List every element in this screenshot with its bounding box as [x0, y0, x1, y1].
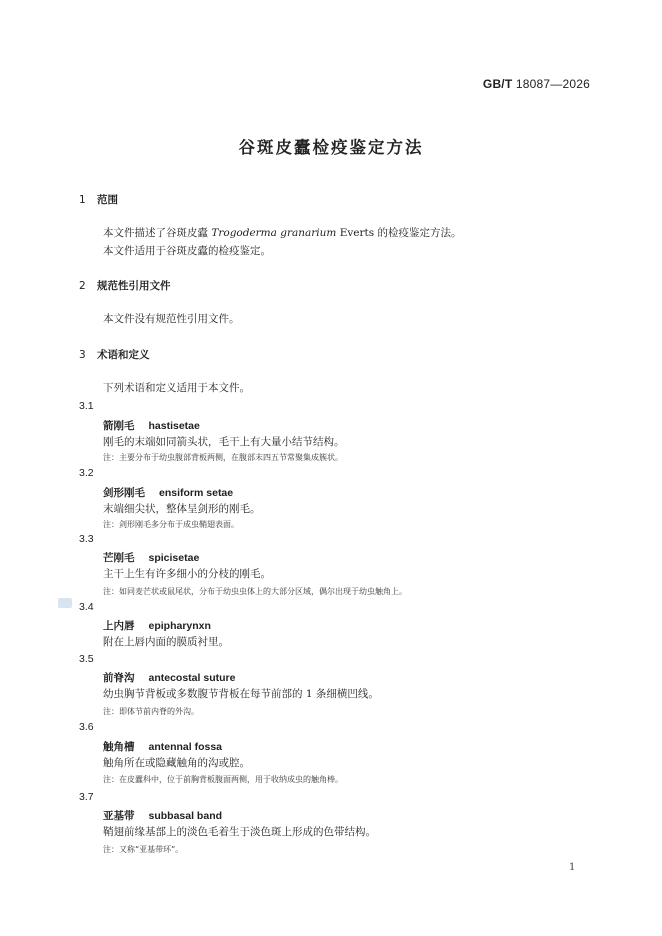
term-zh: 剑形刚毛 — [103, 487, 145, 499]
term-note: 注：在皮蠹科中，位于前胸背板腹面两侧，用于收纳成虫的触角棒。 — [103, 775, 343, 784]
term-zh: 触角槽 — [103, 741, 135, 753]
section-title: 规范性引用文件 — [97, 280, 171, 292]
term-note: 注：剑形刚毛多分布于成虫鞘翅表面。 — [103, 520, 239, 529]
term-heading — [103, 485, 233, 500]
term-number: 3.4 — [79, 601, 94, 613]
term-definition: 主干上生有许多细小的分枝的刚毛。 — [103, 568, 271, 580]
term-heading — [103, 550, 199, 565]
term-en: ensiform setae — [159, 487, 234, 499]
term-heading — [103, 618, 211, 633]
term-zh: 前脊沟 — [103, 672, 135, 684]
standard-code-number: 18087—2026 — [515, 77, 590, 91]
term-definition: 鞘翅前缘基部上的淡色毛着生于淡色斑上形成的色带结构。 — [103, 826, 376, 838]
scope-line-1 — [103, 224, 461, 242]
term-heading — [103, 418, 200, 433]
term-definition: 幼虫胸节背板或多数腹节背板在每节前部的 1 条细横凹线。 — [103, 688, 379, 700]
section-title: 术语和定义 — [97, 349, 150, 361]
scope-text: 本文件描述了谷斑皮蠹 — [103, 227, 212, 239]
term-en: antecostal suture — [148, 672, 236, 684]
term-definition: 附在上唇内面的膜质衬里。 — [103, 636, 229, 648]
normative-paragraph: 本文件没有规范性引用文件。 — [103, 313, 240, 325]
scope-line-2: 本文件适用于谷斑皮蠹的检疫鉴定。 — [103, 245, 271, 257]
term-number: 3.2 — [79, 467, 94, 479]
section-number: 3 — [79, 349, 86, 361]
term-note: 注：主要分布于幼虫腹部背板两侧，在腹部末四五节常聚集成簇状。 — [103, 453, 343, 462]
term-en: antennal fossa — [148, 741, 223, 753]
term-note: 注：即体节前内脊的外沟。 — [103, 707, 199, 716]
page-number: 1 — [569, 862, 576, 873]
term-number: 3.3 — [79, 533, 94, 545]
term-en: subbasal band — [148, 810, 223, 822]
term-en: hastisetae — [148, 420, 200, 432]
term-zh: 芒刚毛 — [103, 552, 135, 564]
term-en: epipharynxn — [148, 620, 211, 632]
scope-text: Everts 的检疫鉴定方法。 — [336, 227, 462, 239]
term-heading — [103, 670, 235, 685]
term-note: 注：如同麦芒状或鼠尾状，分布于幼虫虫体上的大部分区域，偶尔出现于幼虫触角上。 — [103, 587, 407, 596]
term-zh: 亚基带 — [103, 810, 135, 822]
section-title: 范围 — [97, 194, 118, 206]
terms-intro: 下列术语和定义适用于本文件。 — [103, 382, 250, 394]
term-zh: 上内唇 — [103, 620, 135, 632]
term-note: 注：又称“亚基带环”。 — [103, 845, 184, 854]
section-heading-terms — [79, 347, 150, 362]
section-heading-scope — [79, 192, 118, 207]
term-number: 3.6 — [79, 721, 94, 733]
scope-paragraph — [103, 224, 461, 260]
term-number: 3.7 — [79, 791, 94, 803]
standard-code-prefix: GB/T — [482, 77, 513, 91]
document-title: 谷斑皮蠹检疫鉴定方法 — [238, 138, 424, 157]
term-number: 3.5 — [79, 653, 94, 665]
section-number: 1 — [79, 194, 86, 206]
term-heading — [103, 739, 222, 754]
species-name: Trogoderma granarium — [211, 227, 337, 239]
section-heading-normative-references — [79, 278, 171, 293]
term-en: spicisetae — [148, 552, 200, 564]
section-number: 2 — [79, 280, 86, 292]
term-number: 3.1 — [79, 400, 94, 412]
term-zh: 箭刚毛 — [103, 420, 135, 432]
side-marker — [58, 598, 72, 608]
term-definition: 触角所在或隐藏触角的沟或腔。 — [103, 757, 250, 769]
standard-code — [483, 77, 590, 91]
term-definition: 末端细尖状，整体呈剑形的刚毛。 — [103, 503, 261, 515]
term-heading — [103, 808, 222, 823]
term-definition: 刚毛的末端如同箭头状，毛干上有大量小结节结构。 — [103, 436, 345, 448]
